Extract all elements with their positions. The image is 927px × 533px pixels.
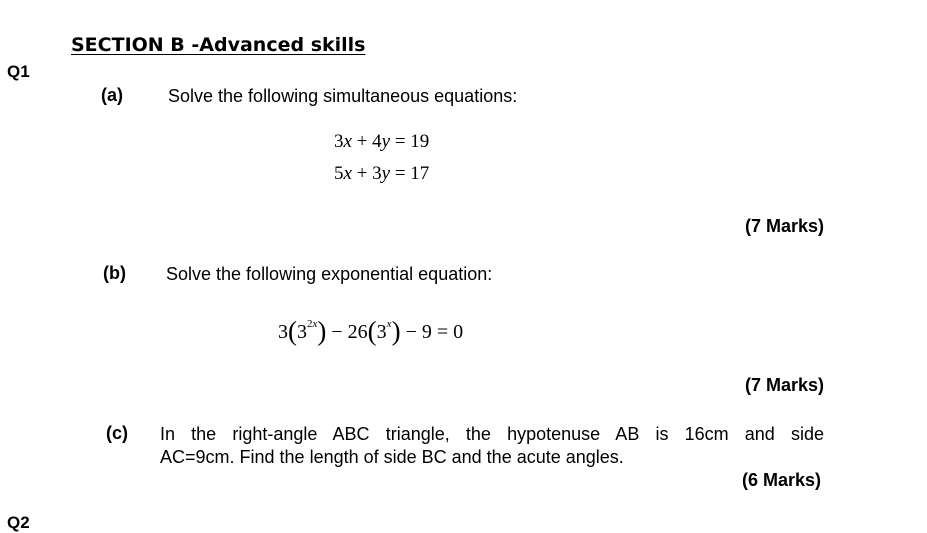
eq1-var-x: x	[343, 131, 352, 152]
exponential-equation	[278, 314, 463, 345]
part-a-prompt: Solve the following simultaneous equations:	[168, 86, 518, 106]
equation-2	[334, 163, 429, 185]
part-c-line-1: In the right-angle ABC triangle, the hypotenuse AB is 16cm and side	[160, 424, 824, 444]
part-a-marks: (7 Marks)	[744, 216, 824, 236]
eq1-coef-y: 4	[372, 131, 382, 152]
part-c-text	[160, 423, 824, 469]
close-paren: )	[317, 316, 327, 346]
part-c-line-2: AC=9cm. Find the length of side BC and the acute angles.	[160, 447, 624, 467]
eq2-coef-y: 3	[372, 163, 382, 184]
part-b-marks: (7 Marks)	[744, 375, 824, 395]
eq2-var-y: y	[381, 163, 391, 184]
part-b-label: (b)	[103, 263, 126, 283]
close-paren: )	[391, 316, 401, 346]
expo-coef: 3	[278, 321, 288, 343]
expo-middle-term: − 26	[326, 321, 368, 343]
eq1-plus: +	[351, 131, 373, 152]
eq1-var-y: y	[381, 131, 391, 152]
expo-base-2: 3	[376, 321, 387, 343]
question-label: Q1	[7, 62, 30, 81]
eq2-coef-x: 5	[334, 163, 344, 184]
eq2-plus: +	[351, 163, 373, 184]
expo-exponent-2: x	[386, 318, 392, 331]
next-question-label: Q2	[7, 513, 30, 532]
eq2-rhs: = 17	[390, 163, 430, 184]
part-c-label: (c)	[106, 423, 128, 443]
eq1-rhs: = 19	[390, 131, 430, 152]
equation-1	[334, 131, 429, 153]
part-b-prompt: Solve the following exponential equation:	[166, 264, 493, 284]
open-paren: (	[288, 316, 297, 346]
section-title: SECTION B -Advanced skills	[71, 34, 366, 56]
part-c-marks: (6 Marks)	[741, 470, 821, 490]
eq2-var-x: x	[343, 163, 352, 184]
expo-tail: − 9 = 0	[400, 321, 464, 343]
open-paren: (	[367, 316, 377, 346]
part-a-label: (a)	[101, 85, 123, 105]
eq1-coef-x: 3	[334, 131, 344, 152]
expo-exponent-1: 2x	[307, 318, 318, 331]
expo-base-1: 3	[297, 321, 307, 343]
